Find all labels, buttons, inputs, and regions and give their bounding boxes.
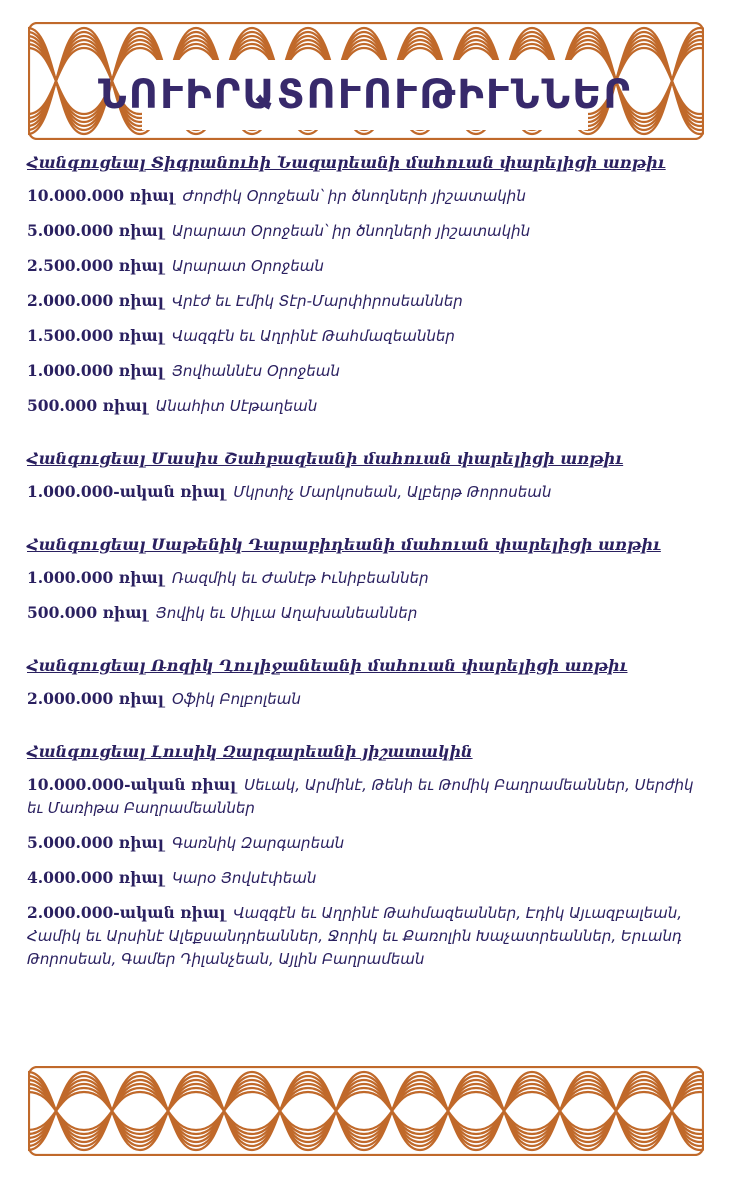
donor-names: Գառնիկ Զարգարեան: [171, 834, 345, 852]
section-title: Հանգուցեալ Լուսիկ Զարգարեանի յիշատակին: [27, 742, 473, 761]
donation-row: [27, 773, 707, 820]
page-title: ՆՈՒԻՐԱՏՈՒՈՒԹԻՒՆՆԵՐ: [98, 72, 632, 118]
donor-names: Արարատ Օրոջեան: [171, 257, 324, 275]
donation-amount: 5.000.000 ռիալ: [27, 833, 164, 852]
donor-names: Օֆիկ Բոլբոլեան: [171, 690, 301, 708]
donation-amount: 10.000.000 ռիալ: [27, 186, 175, 205]
donation-row: [27, 566, 707, 590]
donation-row: [27, 831, 707, 855]
title-box: [98, 60, 632, 130]
donation-section: [27, 152, 707, 418]
donor-names: Վազգէն եւ Աղրինէ Թահմազեաններ: [171, 327, 455, 345]
donation-amount: 5.000.000 ռիալ: [27, 221, 164, 240]
section-title: Հանգուցեալ Ռոզիկ Ղուլիջանեանի մահուան փարելիցի առթիւ: [27, 656, 628, 675]
donor-names: Ժորժիկ Օրոջեան՝ իր ծնողների յիշատակին: [182, 187, 526, 205]
donation-amount: 4.000.000 ռիալ: [27, 868, 164, 887]
donation-amount: 1.000.000 ռիալ: [27, 361, 164, 380]
donation-amount: 1.000.000 ռիալ: [27, 568, 164, 587]
donation-row: [27, 866, 707, 890]
donor-names: Արարատ Օրոջեան՝ իր ծնողների յիշատակին: [171, 222, 531, 240]
bottom-ornament-band: [28, 1066, 704, 1156]
donation-section: [27, 448, 707, 504]
donation-row: [27, 184, 707, 208]
donation-amount: 1.000.000-ական ռիալ: [27, 482, 226, 501]
donation-amount: 1.500.000 ռիալ: [27, 326, 164, 345]
donation-amount: 2.000.000 ռիալ: [27, 689, 164, 708]
donations-list: [27, 152, 707, 1001]
donor-names: Յովհաննէս Օրոջեան: [171, 362, 340, 380]
donation-amount: 500.000 ռիալ: [27, 396, 148, 415]
donor-names: Սեւակ, Արմինէ, Թենի եւ Թոմիկ Բաղրամեաններ, Սերժիկ եւ Մառիթա Բաղրամեաններ: [27, 776, 694, 817]
donor-names: Յովիկ եւ Սիլւա Աղախանեաններ: [155, 604, 418, 622]
donation-amount: 2.000.000-ական ռիալ: [27, 903, 226, 922]
donation-row: [27, 601, 707, 625]
donation-row: [27, 901, 707, 971]
donor-names: Մկրտիչ Մարկոսեան, Ալբերթ Թորոսեան: [233, 483, 552, 501]
section-title: Հանգուցեալ Մասիս Շահբազեանի մահուան փարելիցի առթիւ: [27, 449, 624, 468]
donation-section: [27, 534, 707, 625]
donation-amount: 2.500.000 ռիալ: [27, 256, 164, 275]
donation-section: [27, 655, 707, 711]
donation-row: [27, 687, 707, 711]
donor-names: Վրէժ եւ Էմիկ Տէր-Մարփիրոսեաններ: [171, 292, 463, 310]
donation-row: [27, 324, 707, 348]
donor-names: Անահիտ Սէթաղեան: [155, 397, 318, 415]
donor-names: Կարօ Յովսէփեան: [171, 869, 317, 887]
donation-row: [27, 480, 707, 504]
donation-row: [27, 219, 707, 243]
donation-amount: 2.000.000 ռիալ: [27, 291, 164, 310]
donation-row: [27, 254, 707, 278]
donor-names: Վազգէն եւ Աղրինէ Թահմազեաններ, Էդիկ Այւազբալեան, Համիկ եւ Արսինէ Ալեքսանդրեաններ, Ջորիկ եւ Քառոլին Խաչատրեաններ, Երւանդ Թորոսեան, Գամեր Դիլանչեան, Այլին Բաղրամեան: [27, 904, 683, 968]
celtic-knot-ornament: [28, 1066, 704, 1156]
donation-row: [27, 359, 707, 383]
donation-section: [27, 741, 707, 971]
donation-row: [27, 394, 707, 418]
section-title: Հանգուցեալ Տիգրանուհի Նազարեանի մահուան փարելիցի առթիւ: [27, 153, 666, 172]
donation-row: [27, 289, 707, 313]
section-title: Հանգուցեալ Սաթենիկ Դարաբիդեանի մահուան փարելիցի առթիւ: [27, 535, 661, 554]
donor-names: Ռազմիկ եւ Ժանէթ Իւնիբեաններ: [171, 569, 429, 587]
donation-amount: 10.000.000-ական ռիալ: [27, 775, 237, 794]
donation-amount: 500.000 ռիալ: [27, 603, 148, 622]
